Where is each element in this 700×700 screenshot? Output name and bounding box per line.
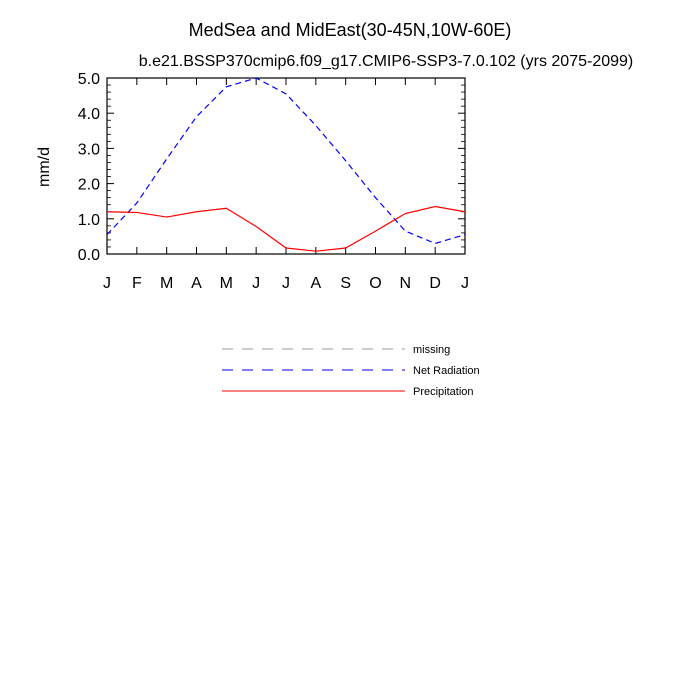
legend-label-net-radiation: Net Radiation xyxy=(413,365,480,377)
x-tick-label: A xyxy=(310,275,322,292)
x-tick-label: J xyxy=(282,275,290,292)
x-tick-label: J xyxy=(252,275,261,292)
x-tick-label: F xyxy=(131,275,142,292)
plot-area xyxy=(78,71,469,292)
y-tick-label: 3.0 xyxy=(77,141,100,159)
chart-title: MedSea and MidEast(30-45N,10W-60E) xyxy=(188,20,512,40)
legend xyxy=(222,344,480,398)
x-tick-label: M xyxy=(219,275,233,292)
y-axis-label: mm/d xyxy=(36,147,53,187)
legend-label-missing: missing xyxy=(413,344,451,356)
y-tick-label: 1.0 xyxy=(77,211,100,229)
series-line-net-radiation xyxy=(107,78,465,243)
plot-frame xyxy=(107,78,465,254)
y-tick-label: 0.0 xyxy=(77,247,100,264)
x-tick-label: J xyxy=(103,275,111,292)
legend-label-precipitation: Precipitation xyxy=(413,386,474,398)
y-tick-label: 4.0 xyxy=(77,106,100,124)
x-tick-label: S xyxy=(340,275,352,292)
y-tick-label: 5.0 xyxy=(77,71,100,88)
chart-subtitle: b.e21.BSSP370cmip6.f09_g17.CMIP6-SSP3-7.0.102 (yrs 2075-2099) xyxy=(138,53,634,70)
x-tick-label: J xyxy=(461,275,469,292)
x-tick-label: N xyxy=(399,275,412,292)
x-tick-label: M xyxy=(160,275,174,292)
y-tick-label: 2.0 xyxy=(77,176,100,194)
series-line-precipitation xyxy=(107,206,465,251)
x-tick-label: D xyxy=(429,275,441,292)
x-tick-label: O xyxy=(369,275,382,292)
x-tick-label: A xyxy=(191,275,202,292)
